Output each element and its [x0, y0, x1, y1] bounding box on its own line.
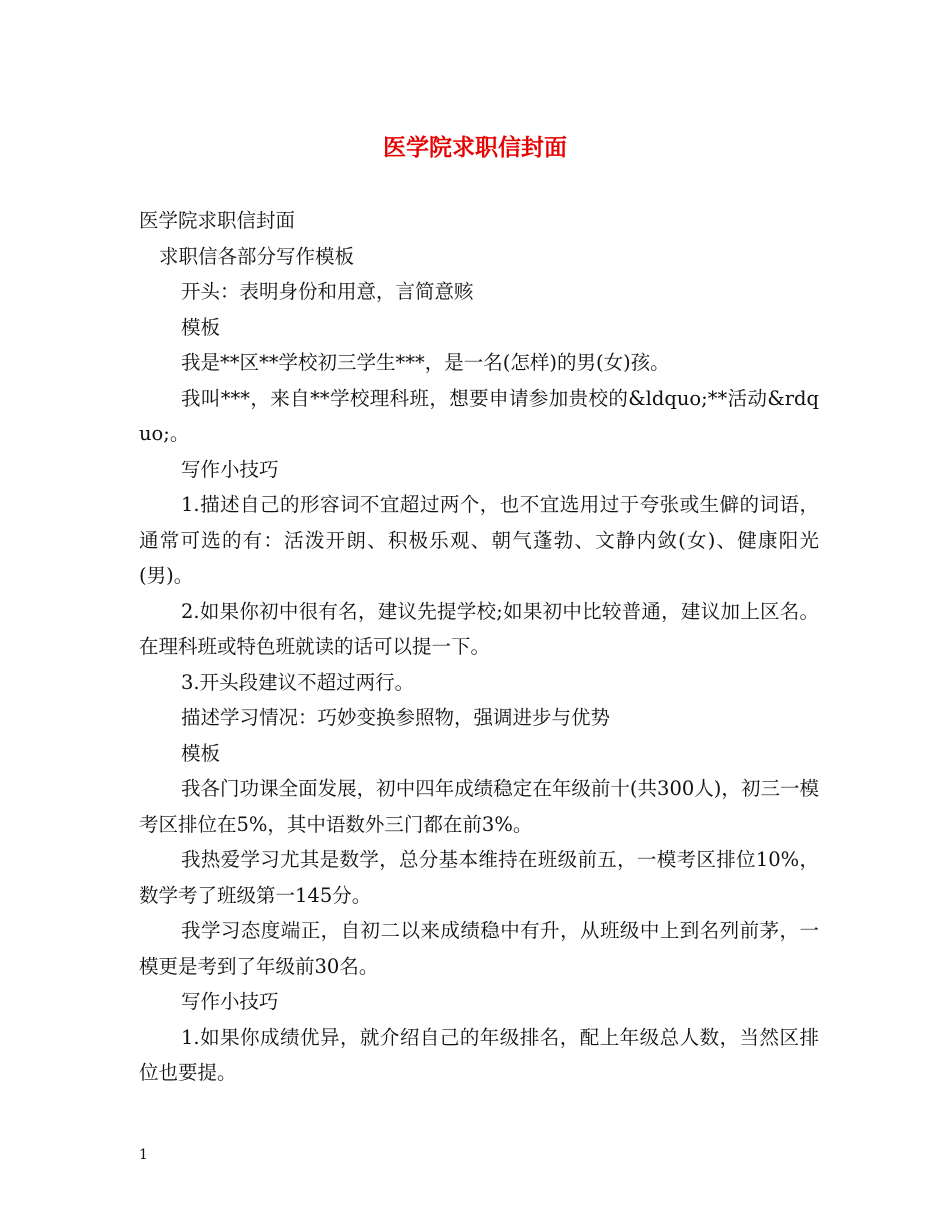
- document-title: 医学院求职信封面: [383, 134, 567, 161]
- paragraph: 医学院求职信封面: [139, 209, 296, 232]
- paragraph: 描述学习情况：巧妙变换参照物，强调进步与优势: [181, 706, 611, 729]
- paragraph: 模板: [181, 315, 221, 339]
- paragraph: 1.描述自己的形容词不宜超过两个，也不宜选用过于夸张或生僻的词语，通常可选的有：活泼开朗、积极乐观、朝气蓬勃、文静内敛(女)、健康阳光(男)。: [139, 493, 819, 587]
- paragraph: 我热爱学习尤其是数学，总分基本维持在班级前五，一模考区排位10%，数学考了班级第一145分。: [139, 848, 819, 907]
- paragraph: 我叫***，来自**学校理科班，想要申请参加贵校的&ldquo;**活动&rdquo;。: [139, 386, 819, 445]
- paragraph: 求职信各部分写作模板: [159, 244, 355, 268]
- paragraph: 写作小技巧: [181, 457, 279, 481]
- document-body: [139, 203, 819, 1091]
- paragraph: 3.开头段建议不超过两行。: [181, 670, 415, 694]
- page-number: 1: [139, 1147, 148, 1163]
- paragraph: 我各门功课全面发展，初中四年成绩稳定在年级前十(共300人)，初三一模考区排位在5%，其中语数外三门都在前3%。: [139, 777, 819, 836]
- paragraph: 写作小技巧: [181, 990, 279, 1013]
- paragraph: 开头：表明身份和用意，言简意赅: [181, 280, 474, 303]
- paragraph: 2.如果你初中很有名，建议先提学校;如果初中比较普通，建议加上区名。在理科班或特色班就读的话可以提一下。: [139, 599, 819, 658]
- paragraph: 1.如果你成绩优异，就介绍自己的年级排名，配上年级总人数，当然区排位也要提。: [139, 1025, 819, 1084]
- paragraph: 我是**区**学校初三学生***，是一名(怎样)的男(女)孩。: [181, 351, 670, 374]
- paragraph: 我学习态度端正，自初二以来成绩稳中有升，从班级中上到名列前茅，一模更是考到了年级前30名。: [139, 919, 819, 978]
- paragraph: 模板: [181, 741, 221, 765]
